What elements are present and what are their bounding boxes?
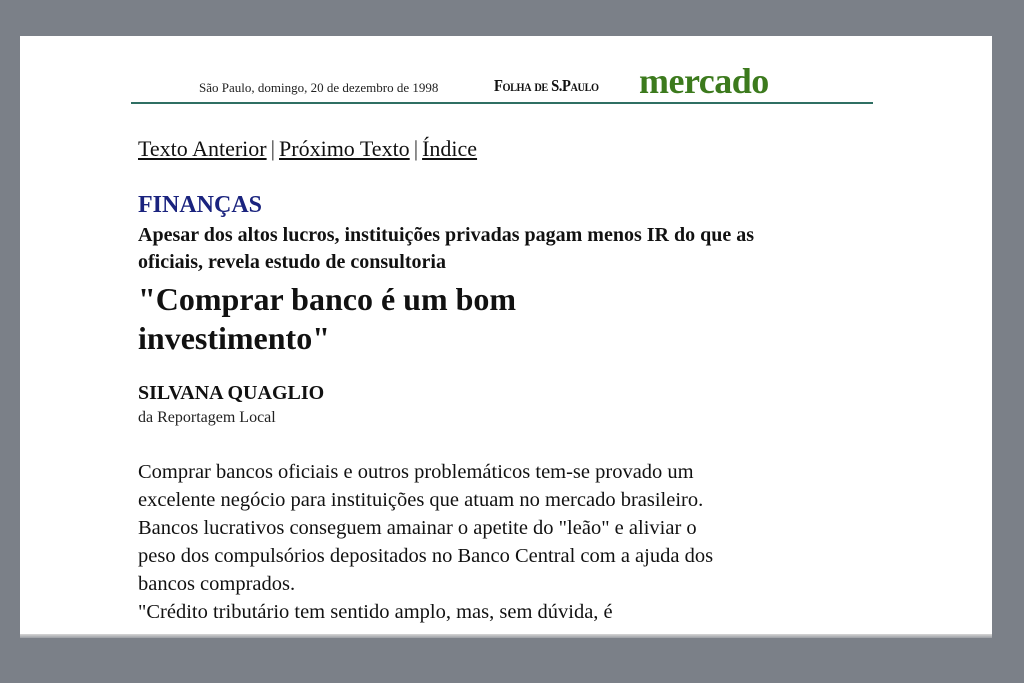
nav-separator: |	[413, 136, 419, 161]
author-role: da Reportagem Local	[138, 409, 276, 426]
newspaper-logo: Folha de S.Paulo	[494, 76, 599, 95]
masthead	[131, 62, 873, 104]
article-headline: "Comprar banco é um bom investimento"	[138, 281, 517, 356]
section-kicker: FINANÇAS	[138, 192, 263, 218]
article-navigation	[138, 136, 477, 162]
article-subhead: Apesar dos altos lucros, instituições privadas pagam menos IR do que as oficiais, revela estudo de consultoria	[138, 224, 755, 273]
next-text-link[interactable]: Próximo Texto	[279, 136, 410, 161]
previous-text-link[interactable]: Texto Anterior	[138, 136, 267, 161]
section-logo: mercado	[639, 61, 769, 101]
index-link[interactable]: Índice	[422, 136, 478, 161]
author-name: SILVANA QUAGLIO	[138, 382, 325, 404]
page-edge	[20, 634, 992, 638]
nav-separator: |	[270, 136, 276, 161]
article-body	[138, 458, 738, 626]
article-page	[20, 36, 992, 636]
body-paragraph: "Crédito tributário tem sentido amplo, mas, sem dúvida, é	[138, 601, 613, 623]
dateline: São Paulo, domingo, 20 de dezembro de 1998	[199, 80, 439, 95]
body-paragraph: Comprar bancos oficiais e outros problemáticos tem-se provado um excelente negócio para instituições que atuam no mercado brasileiro. Bancos lucrativos conseguem amainar o apetite do "leão" e aliviar o peso dos compulsórios depositados no Banco Central com a ajuda dos bancos comprados.	[138, 461, 714, 595]
